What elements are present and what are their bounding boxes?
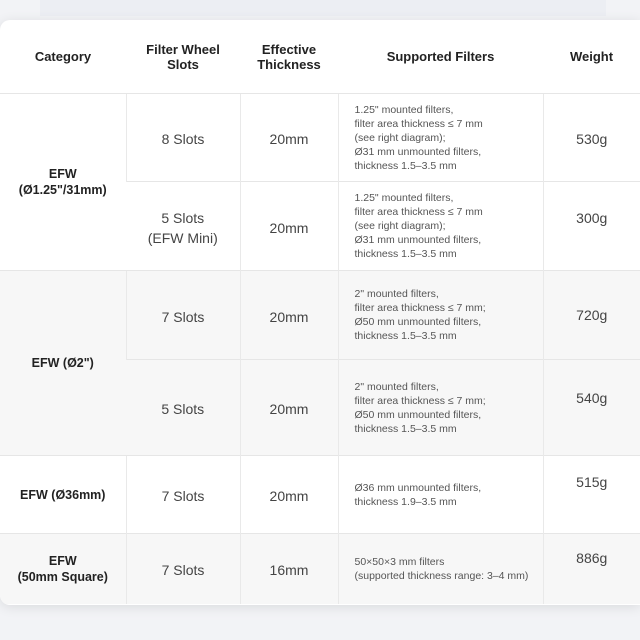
slots-value: 5 Slots (161, 401, 205, 417)
weight-cell (543, 456, 640, 534)
filters-cell: 1.25" mounted filters, filter area thickness ≤ 7 mm (see right diagram); Ø31 mm unmounted filters, thickness 1.5–3.5 mm (338, 94, 543, 182)
weight-value: 300g (576, 210, 608, 226)
weight-value: 515g (576, 474, 608, 490)
thickness-cell: 16mm (240, 534, 338, 604)
header-slots: Filter Wheel Slots (146, 41, 220, 72)
category-cell: EFW (Ø1.25"/31mm) (0, 94, 126, 271)
thickness-cell: 20mm (240, 94, 338, 182)
header-category: Category (34, 49, 92, 64)
category-cell: EFW (Ø36mm) (0, 456, 126, 534)
slots-cell (126, 360, 240, 456)
filter-wheel-spec-table (0, 20, 640, 604)
slots-value: 7 Slots (161, 562, 205, 579)
weight-cell (543, 534, 640, 604)
weight-value: 720g (576, 307, 608, 323)
header-thickness: Effective Thickness (257, 41, 321, 72)
filters-cell: 2" mounted filters, filter area thickness ≤ 7 mm; Ø50 mm unmounted filters, thickness 1.5–3.5 mm (338, 360, 543, 456)
spec-table-card (0, 20, 640, 605)
weight-value: 530g (576, 131, 608, 147)
weight-cell (543, 360, 640, 456)
weight-cell (543, 94, 640, 182)
thickness-cell: 20mm (240, 360, 338, 456)
table-row (0, 94, 640, 182)
filters-cell: 50×50×3 mm filters (supported thickness range: 3–4 mm) (338, 534, 543, 604)
table-row (0, 456, 640, 534)
category-cell: EFW (Ø2") (0, 271, 126, 456)
header-weight: Weight (569, 49, 614, 64)
slots-cell (126, 456, 240, 534)
slots-value: 8 Slots (161, 131, 205, 147)
thickness-cell: 20mm (240, 271, 338, 360)
weight-value: 886g (576, 550, 608, 566)
filters-cell: Ø36 mm unmounted filters, thickness 1.9–3.5 mm (338, 456, 543, 534)
slots-cell (126, 182, 240, 271)
category-cell: EFW (50mm Square) (0, 534, 126, 604)
weight-value: 540g (576, 390, 608, 406)
slots-cell (126, 534, 240, 604)
table-row (0, 271, 640, 360)
slots-value: 7 Slots (161, 308, 205, 325)
table-header-row (0, 20, 640, 94)
filters-cell: 2" mounted filters, filter area thickness ≤ 7 mm; Ø50 mm unmounted filters, thickness 1.5–3.5 mm (338, 271, 543, 360)
slots-value: 7 Slots (161, 488, 205, 504)
filters-cell: 1.25" mounted filters, filter area thickness ≤ 7 mm (see right diagram); Ø31 mm unmounted filters, thickness 1.5–3.5 mm (338, 182, 543, 271)
slots-value: 5 Slots (EFW Mini) (147, 209, 218, 246)
background-strip (40, 0, 606, 16)
weight-cell (543, 271, 640, 360)
slots-cell (126, 94, 240, 182)
thickness-cell: 20mm (240, 456, 338, 534)
slots-cell (126, 271, 240, 360)
table-row (0, 534, 640, 604)
thickness-cell: 20mm (240, 182, 338, 271)
weight-cell (543, 182, 640, 271)
header-filters: Supported Filters (386, 49, 495, 64)
